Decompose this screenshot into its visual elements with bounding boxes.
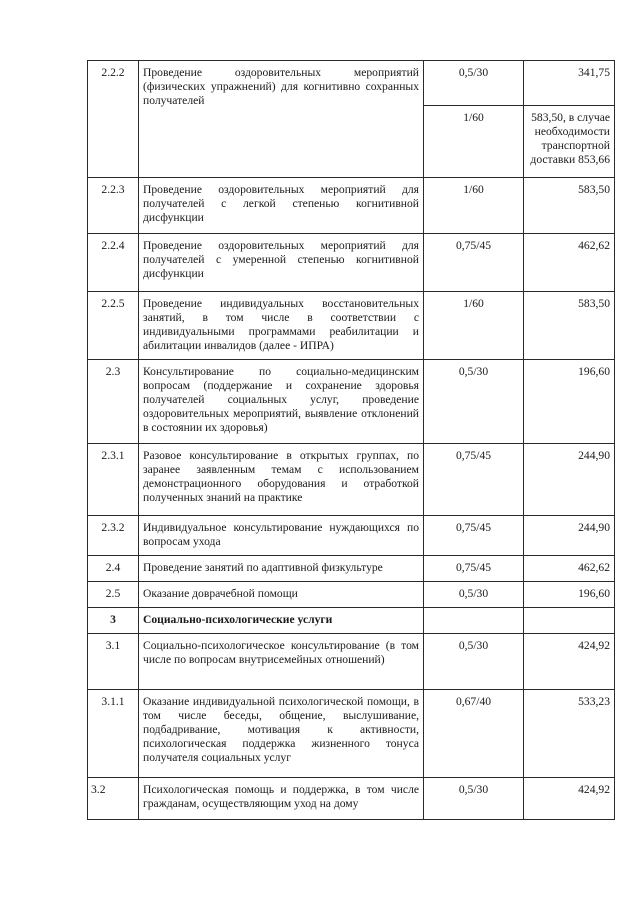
table-row bbox=[88, 582, 615, 608]
row-number: 2.2.4 bbox=[88, 234, 139, 292]
time-rate: 0,75/45 bbox=[424, 444, 524, 516]
section-title: Социально-психологические услуги bbox=[139, 608, 424, 634]
service-description: Консультирование по социально-медицинским вопросам (поддержание и сохранение здоровья получателей социальных услуг, проведение оздоровительных мероприятий, выявление отклонений в состоянии их здоровья) bbox=[139, 360, 424, 444]
row-number: 2.3.1 bbox=[88, 444, 139, 516]
time-rate: 0,5/30 bbox=[424, 778, 524, 820]
tariff-price: 462,62 bbox=[524, 556, 615, 582]
table-row bbox=[88, 516, 615, 556]
row-number: 3.2 bbox=[88, 778, 139, 820]
time-rate: 0,75/45 bbox=[424, 556, 524, 582]
time-rate: 0,75/45 bbox=[424, 234, 524, 292]
service-description: Проведение оздоровительных мероприятий для получателей с легкой степенью когнитивной дисфункции bbox=[139, 178, 424, 234]
tariff-price-note: 583,50, в случае необходимости транспортной доставки 853,66 bbox=[524, 106, 615, 178]
row-number: 2.5 bbox=[88, 582, 139, 608]
service-description: Проведение индивидуальных восстановительных занятий, в том числе в соответствии с индивидуальными программами реабилитации и абилитации инвалидов (далее - ИПРА) bbox=[139, 292, 424, 360]
time-rate: 0,5/30 bbox=[424, 360, 524, 444]
table-row bbox=[88, 778, 615, 820]
tariff-price: 341,75 bbox=[524, 61, 615, 106]
time-rate: 0,5/30 bbox=[424, 634, 524, 690]
tariff-price bbox=[524, 608, 615, 634]
table-row bbox=[88, 690, 615, 778]
row-number: 2.2.2 bbox=[88, 61, 139, 178]
time-rate: 1/60 bbox=[424, 106, 524, 178]
time-rate: 0,67/40 bbox=[424, 690, 524, 778]
table-row bbox=[88, 178, 615, 234]
tariff-table bbox=[87, 60, 615, 820]
time-rate bbox=[424, 608, 524, 634]
service-description: Оказание индивидуальной психологической помощи, в том числе беседы, общение, выслушивание, подбадривание, мотивация к активности, психологическая поддержка жизненного тонуса получателя социальных услуг bbox=[139, 690, 424, 778]
time-rate: 0,5/30 bbox=[424, 61, 524, 106]
tariff-price: 583,50 bbox=[524, 292, 615, 360]
time-rate: 1/60 bbox=[424, 178, 524, 234]
time-rate: 1/60 bbox=[424, 292, 524, 360]
row-number: 2.4 bbox=[88, 556, 139, 582]
row-number: 2.2.3 bbox=[88, 178, 139, 234]
table-row bbox=[88, 61, 615, 106]
row-number: 2.2.5 bbox=[88, 292, 139, 360]
service-description: Разовое консультирование в открытых группах, по заранее заявленным темам с использованием демонстрационного оборудования и отработкой полученных знаний на практике bbox=[139, 444, 424, 516]
tariff-price: 196,60 bbox=[524, 582, 615, 608]
time-rate: 0,5/30 bbox=[424, 582, 524, 608]
service-description: Проведение оздоровительных мероприятий (физических упражнений) для когнитивно сохранных получателей bbox=[139, 61, 424, 178]
service-description: Социально-психологическое консультирование (в том числе по вопросам внутрисемейных отношений) bbox=[139, 634, 424, 690]
table-row bbox=[88, 556, 615, 582]
service-description: Психологическая помощь и поддержка, в том числе гражданам, осуществляющим уход на дому bbox=[139, 778, 424, 820]
table-row bbox=[88, 360, 615, 444]
table-row bbox=[88, 444, 615, 516]
tariff-price: 424,92 bbox=[524, 778, 615, 820]
time-rate: 0,75/45 bbox=[424, 516, 524, 556]
tariff-price: 244,90 bbox=[524, 444, 615, 516]
tariff-price: 196,60 bbox=[524, 360, 615, 444]
service-description: Индивидуальное консультирование нуждающихся по вопросам ухода bbox=[139, 516, 424, 556]
table-row bbox=[88, 292, 615, 360]
row-number: 3.1 bbox=[88, 634, 139, 690]
row-number: 2.3 bbox=[88, 360, 139, 444]
section-number: 3 bbox=[88, 608, 139, 634]
tariff-price: 462,62 bbox=[524, 234, 615, 292]
tariff-price: 244,90 bbox=[524, 516, 615, 556]
table-row bbox=[88, 634, 615, 690]
section-header-row bbox=[88, 608, 615, 634]
service-description: Оказание доврачебной помощи bbox=[139, 582, 424, 608]
tariff-price: 424,92 bbox=[524, 634, 615, 690]
tariff-price: 533,23 bbox=[524, 690, 615, 778]
row-number: 2.3.2 bbox=[88, 516, 139, 556]
table-row bbox=[88, 234, 615, 292]
row-number: 3.1.1 bbox=[88, 690, 139, 778]
tariff-price: 583,50 bbox=[524, 178, 615, 234]
service-description: Проведение оздоровительных мероприятий для получателей с умеренной степенью когнитивной дисфункции bbox=[139, 234, 424, 292]
service-description: Проведение занятий по адаптивной физкультуре bbox=[139, 556, 424, 582]
